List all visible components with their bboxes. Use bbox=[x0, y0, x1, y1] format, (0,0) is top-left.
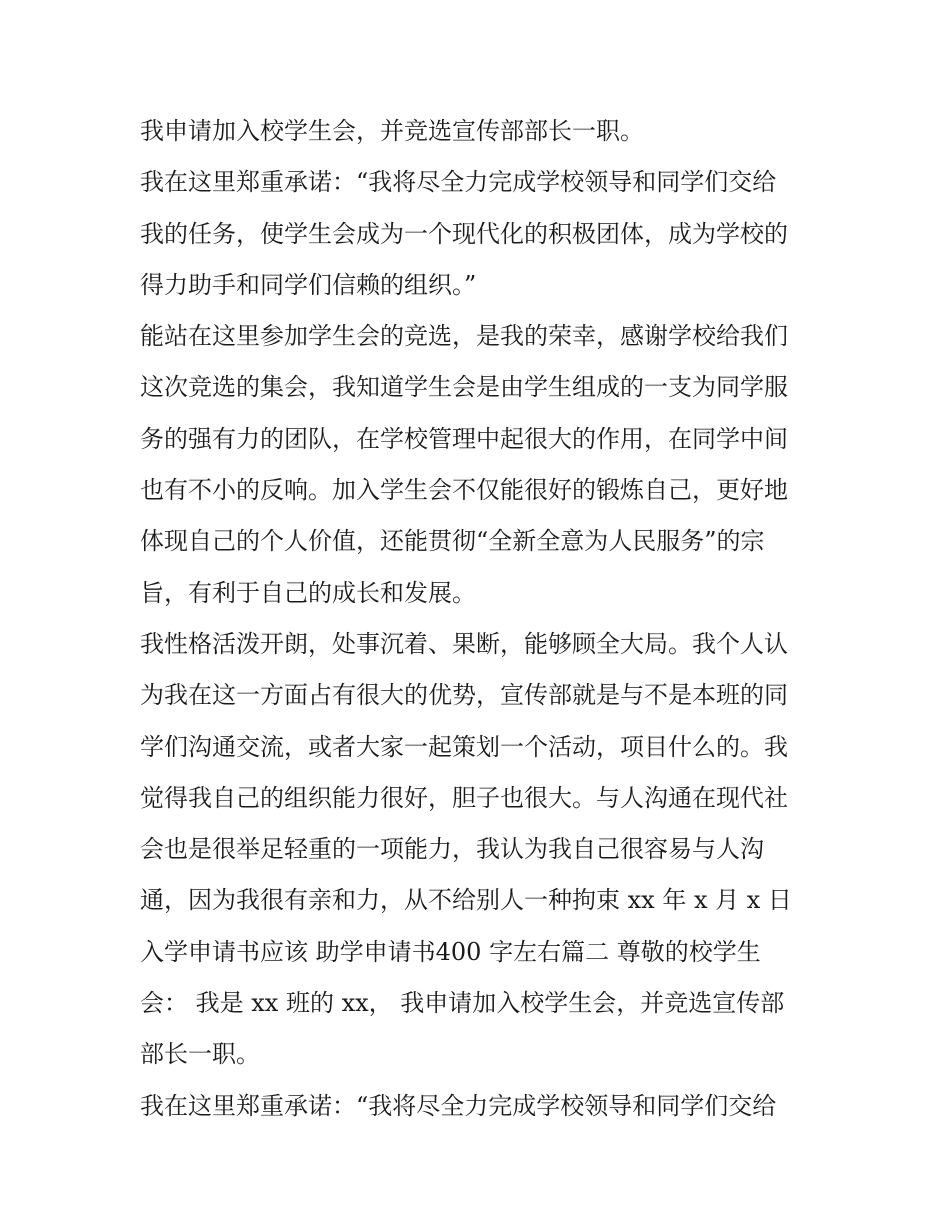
text-line: 旨，有利于自己的成长和发展。 bbox=[140, 578, 476, 607]
text-line: 我申请加入校学生会，并竞选宣传部部长一职。 bbox=[140, 117, 644, 145]
text-line: 我在这里郑重承诺：“我将尽全力完成学校领导和同学们交给 bbox=[140, 168, 777, 197]
text-line: 这次竞选的集会，我知道学生会是由学生组成的一支为同学服 bbox=[140, 373, 788, 402]
text-line: 我的任务，使学生会成为一个现代化的积极团体，成为学校的 bbox=[140, 219, 788, 248]
text-line: 我性格活泼开朗，处事沉着、果断，能够顾全大局。我个人认 bbox=[140, 629, 788, 658]
text-line: 能站在这里参加学生会的竞选，是我的荣幸，感谢学校给我们 bbox=[140, 322, 788, 351]
text-line: 学们沟通交流，或者大家一起策划一个活动，项目什么的。我 bbox=[140, 732, 788, 761]
text-line: 也有不小的反响。加入学生会不仅能很好的锻炼自己，更好地 bbox=[140, 476, 788, 505]
text-line: 入学申请书应该 助学申请书400 字左右篇二 尊敬的校学生 bbox=[140, 937, 761, 966]
text-line: 觉得我自己的组织能力很好，胆子也很大。与人沟通在现代社 bbox=[140, 783, 788, 812]
text-line: 务的强有力的团队，在学校管理中起很大的作用，在同学中间 bbox=[140, 424, 788, 453]
text-line: 体现自己的个人价值，还能贯彻“全新全意为人民服务”的宗 bbox=[140, 527, 765, 556]
text-line: 会也是很举足轻重的一项能力，我认为我自己很容易与人沟 bbox=[140, 835, 764, 864]
text-line: 会： 我是 xx 班的 xx， 我申请加入校学生会，并竞选宣传部 bbox=[140, 989, 785, 1018]
text-line: 为我在这一方面占有很大的优势，宣传部就是与不是本班的同 bbox=[140, 681, 788, 710]
text-line: 得力助手和同学们信赖的组织。” bbox=[140, 270, 477, 299]
text-line: 通，因为我很有亲和力，从不给别人一种拘束 xx 年 x 月 x 日 bbox=[140, 886, 792, 915]
text-line: 部长一职。 bbox=[140, 1040, 260, 1069]
text-line: 我在这里郑重承诺：“我将尽全力完成学校领导和同学们交给 bbox=[140, 1091, 777, 1120]
body-text bbox=[140, 106, 830, 1132]
